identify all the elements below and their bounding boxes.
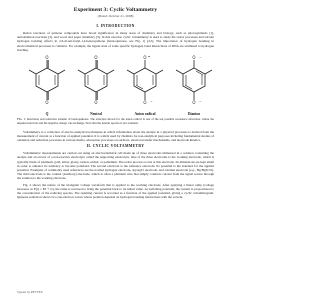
intro-paragraph-2: Voltammetry is a collection of electro-analytical techniques in which information about the analyte in a physical processes is derived from the measurement of current as a function of applied potential. It is widely used by chemists for non-analytical purposes including fundamental studies of oxidation and reduction processes in various media, adsorption processes on surfaces, electron transfer mechanisms, and electrode kinetics. <box>17 129 214 143</box>
svg-text:O: O <box>192 55 196 61</box>
section-heading-introduction: I. INTRODUCTION <box>96 24 135 28</box>
cv-paragraph-2: Fig. 2 shows the nature of the triangular voltage waveform that is applied to the working electrode. After applying a linear ramp (voltage increases as E(t) = E0 + vt), the ramp is reversed to bring the potential back to its initial value. At switching potential, the current is proportional to the concentration of the reducing species. The resulting current is recorded as a function of the applied potential, giving a cyclic voltammogram. Quinone reduction shows two one-electron waves whose position depends on hydrogen bonding interactions with the solvent. <box>17 182 214 200</box>
molecule-dianion <box>170 54 218 116</box>
molecule-label-neutral: Neutral <box>90 112 102 117</box>
svg-text:−: − <box>199 55 202 60</box>
document-title: Experiment 3: Cyclic Voltammetry <box>73 7 158 13</box>
svg-text:O: O <box>45 100 49 106</box>
svg-text:−: − <box>150 99 153 104</box>
molecule-label-q: Q <box>45 112 49 117</box>
molecule-label-dianion: Dianion <box>187 112 201 117</box>
anion-radical-structure-icon <box>121 54 169 106</box>
figure-caption: FIG. 1: Reactions and reduction scheme of benzoquinone. The structure shown for the anion radical is one of the ten possible resonance structures, where the unpaired electron and the negative charge can exchange. Note that the neutral species is not aromatic. <box>17 117 214 125</box>
intro-paragraph-1: Redox reactions of quinone compounds have broad significance in many areas of chemistry and biology, such as photosynthesis [1], antioxidation reactions [2], and wood and paper chemistry [3]. In this exercise cyclic voltammetry is used to study the redox processes and solvent hydrogen bonding effects in 2,6-di-tert-butyl-1,4-benzoquinone (benzoquinone, see Fig. 1) [4,5]. The importance of hydrogen bonding in electrochemical processes is common. For example, the ligand state of some specific hydrogen bond interactions of DNA are attributed to hydrogen bonding. <box>17 31 214 52</box>
dianion-structure-icon <box>170 54 218 106</box>
document-date: (Dated: October 21, 2008) <box>97 14 134 18</box>
svg-text:O: O <box>192 100 196 106</box>
figure-reaction-scheme <box>17 54 214 116</box>
molecule-neutral <box>72 54 120 116</box>
molecule-quinone <box>23 54 71 116</box>
svg-text:O: O <box>94 100 98 106</box>
svg-text:−: − <box>199 99 202 104</box>
neutral-structure-icon <box>72 54 120 106</box>
typeset-footer: Typeset by REVTEX <box>17 290 43 294</box>
quinone-structure-icon <box>23 54 71 106</box>
svg-text:O: O <box>94 55 98 61</box>
svg-text:O: O <box>143 100 147 106</box>
molecule-label-anion-radical: Anion radical <box>134 112 156 117</box>
molecule-anion-radical <box>121 54 169 116</box>
svg-text:O: O <box>45 55 49 61</box>
svg-text:O: O <box>143 55 147 61</box>
section-heading-cyclic-voltammetry: II. CYCLIC VOLTAMMETRY <box>86 144 145 149</box>
cv-paragraph-1: Voltammetric measurements are carried out using an electrochemical cell made up of three electrodes immersed in a solution containing the analyte and an excess of a non-reactive electrolyte called the supporting electrolyte. One of the three electrodes is the working electrode, which is typically made of platinum, gold, silver, glassy carbon, nickel, or palladium. The redox process occurs at this electrode. Its dimensions are kept small in order to enhance its tendency to become polarized. The second electrode is the reference electrode. Its potential is the standard for the applied potential. Examples of commonly used references are the normal hydrogen electrode, Ag/AgCl electrode, and calomel electrode (e.g., Hg/Hg2Cl2). The third electrode is the counter (auxiliary) electrode, which is often a platinum wire that simply conducts current from the signal source through the solution to the working electrode. <box>17 151 214 181</box>
